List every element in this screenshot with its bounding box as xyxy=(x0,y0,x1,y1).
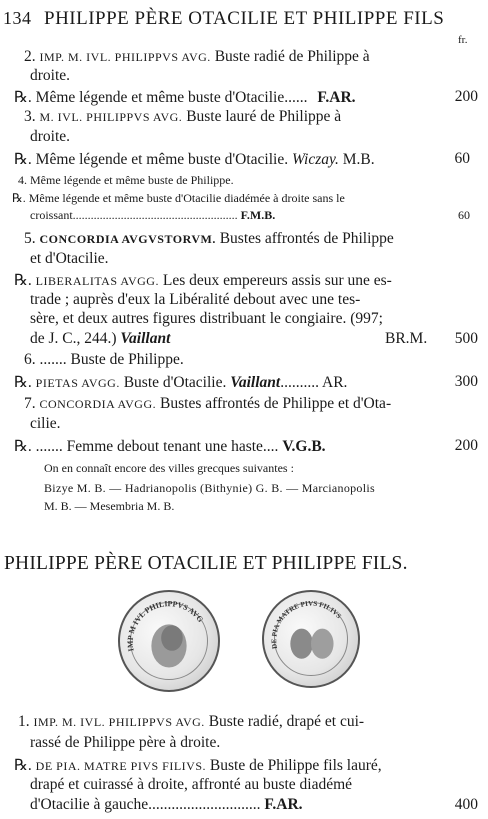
reverse-entry-cont: sère, et deux autres figures distribuant le congiaire. (997; xyxy=(30,310,383,327)
entry-number: 1. xyxy=(18,713,30,730)
reverse-entry xyxy=(14,271,392,290)
reference: Wiczay. xyxy=(291,151,339,168)
price: 60 xyxy=(458,208,470,222)
reverse-entry xyxy=(14,373,347,392)
reverse-entry xyxy=(14,88,356,107)
entry-7 xyxy=(24,395,391,413)
entry-3 xyxy=(24,108,341,126)
entry-text: Même légende et même buste d'Otacilie...... xyxy=(35,89,308,106)
note-line: On en connaît encore des villes grecques suivantes : xyxy=(44,461,294,475)
metal-grade: F.M.B. xyxy=(240,208,276,222)
entry-text: ....... Buste de Philippe. xyxy=(39,351,184,368)
reverse-marker: ℞. xyxy=(14,438,32,455)
metal-grade: F.AR. xyxy=(264,796,303,813)
entry-7-cont: cilie. xyxy=(30,415,61,432)
entry-text: d'Otacilie à gauche............................. xyxy=(30,796,261,813)
reverse-marker: ℞. xyxy=(14,757,32,774)
entry-text: Même légende et même buste d'Otacilie diadémée à droite sans le xyxy=(28,191,345,205)
reference: Vaillant xyxy=(230,374,281,391)
coin-legend: CONCORDIA AVGVSTORVM. xyxy=(39,232,216,246)
coin-obverse-image xyxy=(118,590,220,692)
coin-obverse-legend xyxy=(120,592,218,690)
entry-text: ....... Femme debout tenant une haste.... xyxy=(35,438,279,455)
entry-number: 4. xyxy=(18,173,27,187)
entry-text: croissant....................................................... xyxy=(30,208,238,222)
reverse-entry-cont xyxy=(30,330,170,348)
entry-2 xyxy=(24,48,370,66)
entry-3-cont: droite. xyxy=(30,128,71,145)
metal-grade: BR.M. xyxy=(385,330,428,347)
entry-text: Bustes affrontés de Philippe et d'Ota- xyxy=(160,395,392,412)
bottom-reverse-entry xyxy=(14,756,382,775)
coin-legend: IMP. M. IVL. PHILIPPVS AVG. xyxy=(33,715,205,729)
metal-grade: AR. xyxy=(322,374,348,391)
page-number: 134 xyxy=(3,8,32,28)
entry-text: Buste d'Otacilie. xyxy=(123,374,227,391)
reverse-marker: ℞. xyxy=(14,151,32,168)
entry-5 xyxy=(24,230,394,248)
metal-grade: M.B. xyxy=(342,151,375,168)
bottom-entry-1-cont: rassé de Philippe père à droite. xyxy=(30,734,221,751)
coin-legend: DE PIA. MATRE PIVS FILIVS. xyxy=(35,759,207,773)
entry-text: Buste radié de Philippe à xyxy=(214,48,370,65)
svg-text:DE PIA MATRE PIVS FILIVS: DE PIA MATRE PIVS FILIVS xyxy=(270,599,343,650)
reverse-entry xyxy=(12,191,345,206)
reverse-entry xyxy=(14,437,326,456)
entry-6 xyxy=(24,351,184,369)
entry-text: Même légende et même buste de Philippe. xyxy=(30,173,234,187)
entry-2-cont: droite. xyxy=(30,67,71,84)
price: 400 xyxy=(454,796,478,813)
coin-legend: PIETAS AVGG. xyxy=(35,376,120,390)
reverse-marker: ℞. xyxy=(14,374,32,391)
coin-reverse-image xyxy=(262,590,360,688)
coin-reverse-legend xyxy=(264,592,358,686)
entry-text: Buste radié, drapé et cui- xyxy=(208,713,365,730)
note-line: M. B. — Mesembria M. B. xyxy=(44,499,175,513)
entry-number: 2. xyxy=(24,48,36,65)
metal-grade: V.G.B. xyxy=(282,438,326,455)
reverse-marker: ℞. xyxy=(14,89,32,106)
entry-4 xyxy=(18,173,234,188)
price: 60 xyxy=(454,150,470,167)
note-line: Bizye M. B. — Hadrianopolis (Bithynie) G. B. — Marcianopolis xyxy=(44,481,375,495)
entry-text: Les deux empereurs assis sur une es- xyxy=(162,272,392,289)
coin-legend: LIBERALITAS AVGG. xyxy=(35,274,159,288)
entry-number: 3. xyxy=(24,108,36,125)
entry-text: Même légende et même buste d'Otacilie. xyxy=(35,151,289,168)
reverse-marker: ℞. xyxy=(14,272,32,289)
bottom-entry-1 xyxy=(18,713,364,731)
coin-legend: IMP. M. IVL. PHILIPPVS AVG. xyxy=(39,50,211,64)
price: 500 xyxy=(454,330,478,347)
entry-number: 6. xyxy=(24,351,36,368)
reverse-entry-cont xyxy=(30,208,275,223)
price: 200 xyxy=(454,437,478,454)
section-title: PHILIPPE PÈRE OTACILIE ET PHILIPPE FILS. xyxy=(4,553,408,574)
entry-number: 7. xyxy=(24,395,36,412)
coin-legend: CONCORDIA AVGG. xyxy=(39,397,157,411)
entry-text: Buste de Philippe fils lauré, xyxy=(209,757,382,774)
reverse-marker: ℞. xyxy=(12,191,26,205)
metal-grade: F.AR. xyxy=(317,89,356,106)
svg-text:IMP M IVL PHILIPPVS AVG: IMP M IVL PHILIPPVS AVG xyxy=(125,599,206,653)
reverse-entry xyxy=(14,150,375,169)
running-title: PHILIPPE PÈRE OTACILIE ET PHILIPPE FILS xyxy=(44,8,445,29)
entry-number: 5. xyxy=(24,230,36,247)
leader-dots: .......... xyxy=(280,374,319,391)
reverse-entry-cont: trade ; auprès d'eux la Libéralité debout avec une tes- xyxy=(30,291,361,308)
entry-5-cont: et d'Otacilie. xyxy=(30,250,109,267)
bottom-reverse-cont: drapé et cuirassé à droite, affronté au buste diadémé xyxy=(30,776,353,793)
corner-mark: fr. xyxy=(458,34,468,46)
price: 200 xyxy=(454,88,478,105)
price: 300 xyxy=(454,373,478,390)
entry-text: Bustes affrontés de Philippe xyxy=(219,230,394,247)
reference: Vaillant xyxy=(120,330,171,347)
entry-text: Buste lauré de Philippe à xyxy=(186,108,342,125)
bottom-reverse-cont xyxy=(30,796,303,814)
entry-text: de J. C., 244.) xyxy=(30,330,117,347)
coin-legend: M. IVL. PHILIPPVS AVG. xyxy=(39,110,183,124)
